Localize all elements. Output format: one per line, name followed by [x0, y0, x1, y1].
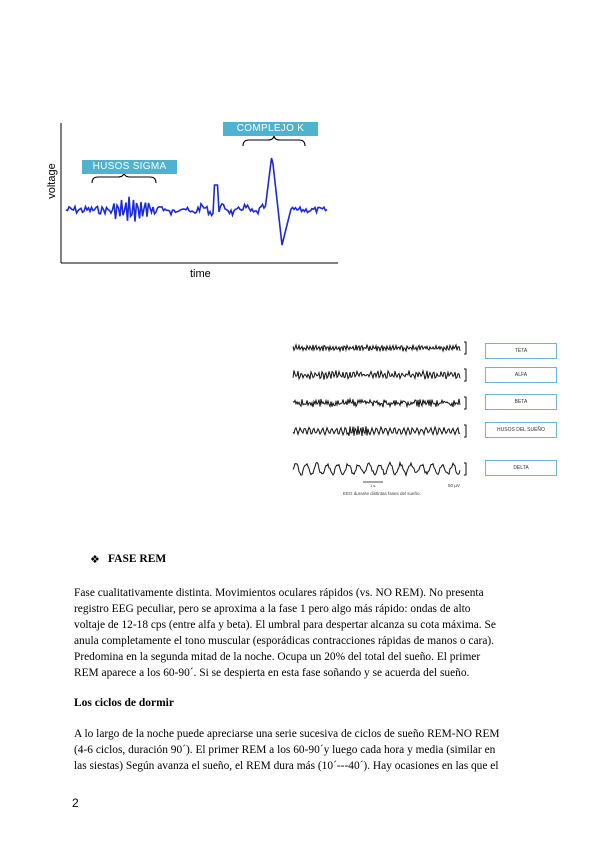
text-line: Predomina en la segunda mitad de la noche. Ocupa un 20% del total del sueño. El primer	[74, 651, 481, 663]
stage-label-teta: TETA	[485, 343, 557, 359]
text-line: anula completamente el tono muscular (esporádicas contracciones rápidas de manos o cara).	[74, 635, 495, 647]
section-title-fase-rem: FASE REM	[108, 553, 167, 565]
bullet-icon: ❖	[90, 553, 100, 566]
text-line: voltaje de 12-18 cps (entre alfa y beta). El umbral para despertar alcanza su cota máxima. Se	[74, 619, 496, 631]
trace-husos	[293, 426, 460, 436]
page-number: 2	[72, 796, 79, 810]
label-complejo-k: COMPLEJO K	[223, 122, 318, 136]
eeg-voltage-figure	[40, 115, 350, 290]
trace-alfa	[293, 370, 460, 379]
figure-caption: EEG durante distintas fases del sueño.	[343, 491, 421, 496]
text-line: REM aparece a los 60-90´. Si se despierta en esta fase soñando y se acuerda del sueño.	[74, 667, 470, 679]
stage-label-alfa: ALFA	[485, 367, 557, 383]
voltage-time-plot	[40, 115, 350, 290]
stage-label-delta: DELTA	[485, 460, 557, 476]
text-line: A lo largo de la noche puede apreciarse una serie sucesiva de ciclos de sueño REM-NO REM	[74, 728, 500, 740]
x-axis-label: time	[190, 268, 211, 280]
section-title-ciclos: Los ciclos de dormir	[74, 697, 174, 709]
time-scale-label: 1 s	[370, 483, 376, 488]
text-line: Fase cualitativamente distinta. Movimientos oculares rápidos (vs. NO REM). No presenta	[74, 587, 484, 599]
stage-label-beta: BETA	[485, 394, 557, 410]
voltage-scale-label: 50 µV	[448, 483, 460, 488]
text-line: (4-6 ciclos, duración 90´). El primer REM a los 60-90´y luego cada hora y media (similar en	[74, 744, 496, 756]
trace-teta	[293, 345, 460, 352]
stage-label-husos: HUSOS DEL SUEÑO	[485, 422, 557, 438]
trace-delta	[293, 462, 460, 475]
eeg-stages-figure	[288, 336, 563, 506]
paragraph-ciclos	[74, 726, 527, 774]
text-line: registro EEG peculiar, pero se aproxima a la fase 1 pero algo más rápido: ondas de alto	[74, 603, 471, 615]
label-husos-sigma: HUSOS SIGMA	[82, 160, 177, 174]
paragraph-fase-rem	[74, 585, 527, 681]
trace-beta	[293, 399, 460, 407]
y-axis-label: voltage	[46, 163, 58, 199]
scale-brackets	[464, 342, 466, 475]
text-line: las siestas) Según avanza el sueño, el REM dura más (10´---40´). Hay ocasiones en las que el	[74, 760, 499, 772]
eeg-stages-traces	[288, 336, 468, 486]
brace-k	[243, 135, 305, 146]
